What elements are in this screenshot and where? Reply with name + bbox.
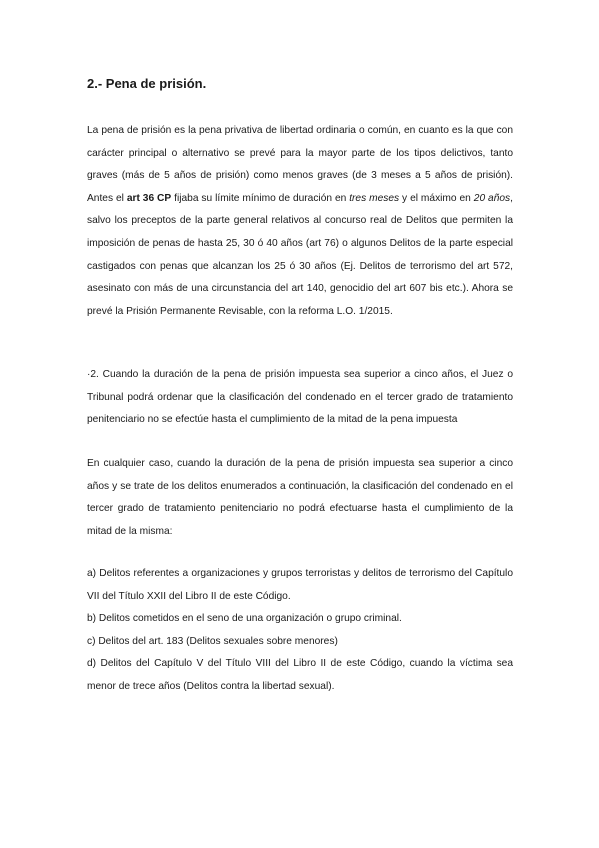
paragraph-text: fijaba su límite mínimo de duración en (171, 192, 350, 204)
list-item: c) Delitos del art. 183 (Delitos sexuales sobre menores) (87, 635, 338, 647)
list-item: a) Delitos referentes a organizaciones y grupos terroristas y delitos de terrorismo del Capítulo VII del Título XXII del Libro II de este Código. (87, 568, 513, 602)
list-item: b) Delitos cometidos en el seno de una organización o grupo criminal. (87, 613, 402, 625)
paragraph-classification: ·2. Cuando la duración de la pena de prisión impuesta sea superior a cinco años, el Juez o Tribunal podrá ordenar que la clasificación del condenado en el tercer grado de tratamiento penitenciario no se efectúe hasta el cumplimiento de la mitad de la pena impuesta (87, 369, 513, 426)
paragraph-text: y el máximo en (399, 192, 474, 204)
crimes-list (87, 563, 513, 699)
maximum-duration: 20 años (473, 192, 511, 204)
article-reference: art 36 CP (126, 192, 172, 204)
paragraph-prison-sentence (87, 120, 513, 323)
list-item: d) Delitos del Capítulo V del Título VIII del Libro II de este Código, cuando la víctima sea menor de trece años (Delitos contra la libertad sexual). (87, 658, 513, 692)
paragraph-any-case: En cualquier caso, cuando la duración de la pena de prisión impuesta sea superior a cinco años y se trate de los delitos enumerados a continuación, la clasificación del condenado en el tercer grado de tratamiento penitenciario no podrá efectuarse hasta el cumplimiento de la mitad de la misma: (87, 458, 513, 537)
section-title: 2.- Pena de prisión. (87, 76, 207, 91)
paragraph-text: , salvo los preceptos de la parte general relativos al concurso real de Delitos que permiten la imposición de penas de hasta 25, 30 ó 40 años (art 76) o algunos Delitos de la parte especial castigados con penas que alcanzan los 25 ó 30 años (Ej. Delitos de terrorismo del art 572, asesinato con más de una circunstancia del art 140, genocidio del art 607 bis etc.). Ahora se prevé la Prisión Permanente Revisable, con la reforma L.O. 1/2015. (87, 192, 513, 317)
minimum-duration: tres meses (349, 192, 400, 204)
paragraph-text: La pena de prisión es la pena privativa de libertad ordinaria o común, en cuanto es la que con carácter principal o alternativo se prevé para la mayor parte de los tipos delictivos, tanto graves (más de 5 años de prisión) como menos graves (de 3 meses a 5 años de prisión). Antes el (87, 125, 513, 204)
